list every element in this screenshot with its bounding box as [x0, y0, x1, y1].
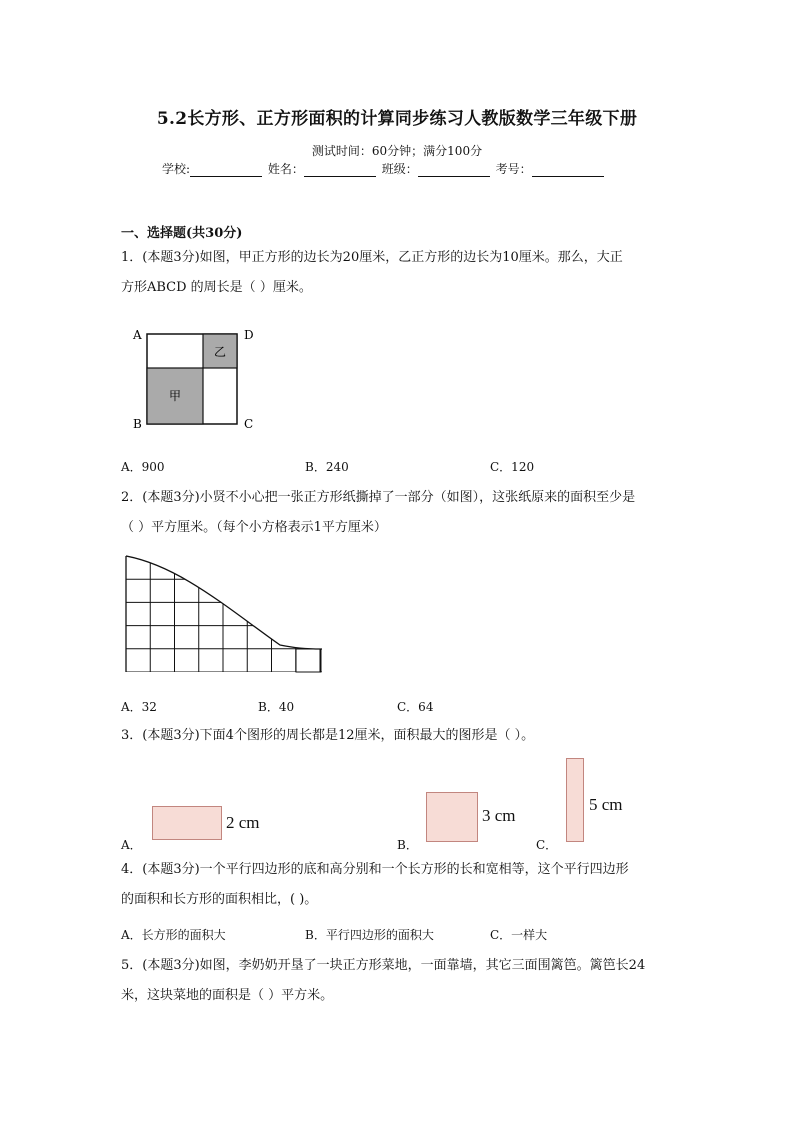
- school-label: 学校:: [162, 162, 191, 176]
- question-2-option-b[interactable]: B．40: [258, 700, 295, 714]
- question-4-line-2: 的面积和长方形的面积相比，( )。: [121, 892, 318, 907]
- question-3-option-a[interactable]: A．: [121, 838, 142, 852]
- question-1-line-2: 方形ABCD 的周长是（ ）厘米。: [121, 280, 312, 295]
- last-cell: [296, 649, 321, 672]
- label-b: B: [133, 417, 142, 431]
- question-2-option-c[interactable]: C．64: [397, 700, 434, 714]
- question-3-line-1: 3．(本题3分)下面4个图形的周长都是12厘米，面积最大的图形是（ ）。: [121, 728, 535, 743]
- question-1-figure: [125, 322, 275, 437]
- label-yi: 乙: [213, 345, 227, 359]
- question-1-option-a[interactable]: A．900: [121, 460, 165, 474]
- shape-b-square: [426, 792, 478, 842]
- question-1-line-1: 1．(本题3分)如图，甲正方形的边长为20厘米，乙正方形的边长为10厘米。那么，大正: [121, 250, 623, 265]
- question-2-figure: [120, 550, 330, 680]
- question-5-line-1: 5．(本题3分)如图，李奶奶开垦了一块正方形菜地，一面靠墙，其它三面围篱笆。篱笆长24: [121, 958, 646, 973]
- question-3-option-b[interactable]: B．: [397, 838, 418, 852]
- class-blank[interactable]: [418, 164, 490, 177]
- label-c: C: [244, 417, 254, 431]
- question-4-line-1: 4．(本题3分)一个平行四边形的底和高分别和一个长方形的长和宽相等，这个平行四边形: [121, 862, 629, 877]
- label-d: D: [244, 328, 254, 342]
- question-4-option-a[interactable]: A．长方形的面积大: [121, 928, 226, 942]
- shape-b-label: 3 cm: [482, 806, 516, 825]
- label-a: A: [133, 328, 142, 342]
- page-title: 5.2长方形、正方形面积的计算同步练习人教版数学三年级下册: [156, 109, 638, 129]
- question-2-line-1: 2．(本题3分)小贤不小心把一张正方形纸撕掉了一部分（如图），这张纸原来的面积至少是: [121, 490, 636, 505]
- shape-c-label: 5 cm: [589, 795, 623, 814]
- name-label: 姓名：: [267, 162, 304, 176]
- section-heading: 一、选择题(共30分): [121, 226, 243, 241]
- question-1-option-c[interactable]: C．120: [490, 460, 535, 474]
- class-label: 班级：: [381, 162, 418, 176]
- test-meta: 测试时间：60分钟；满分100分: [311, 144, 483, 158]
- school-blank[interactable]: [190, 164, 262, 177]
- torn-grid: [126, 556, 322, 672]
- school-field: [162, 160, 606, 177]
- question-1-option-b[interactable]: B．240: [305, 460, 349, 474]
- label-jia: 甲: [168, 389, 182, 403]
- question-2-line-2: （ ）平方厘米。（每个小方格表示1平方厘米）: [121, 520, 387, 535]
- shape-c-rectangle: [566, 758, 584, 842]
- question-2-option-a[interactable]: A．32: [121, 700, 157, 714]
- question-5-line-2: 米，这块菜地的面积是（ ）平方米。: [121, 988, 334, 1003]
- question-4-option-c[interactable]: C．一样大: [490, 928, 548, 942]
- shape-a-label: 2 cm: [226, 813, 260, 832]
- exam-no-blank[interactable]: [532, 164, 604, 177]
- shape-a-rectangle: [152, 806, 222, 840]
- exam-no-label: 考号：: [495, 162, 532, 176]
- name-blank[interactable]: [304, 164, 376, 177]
- question-3-option-c[interactable]: C．: [536, 838, 558, 852]
- question-4-option-b[interactable]: B．平行四边形的面积大: [305, 928, 434, 942]
